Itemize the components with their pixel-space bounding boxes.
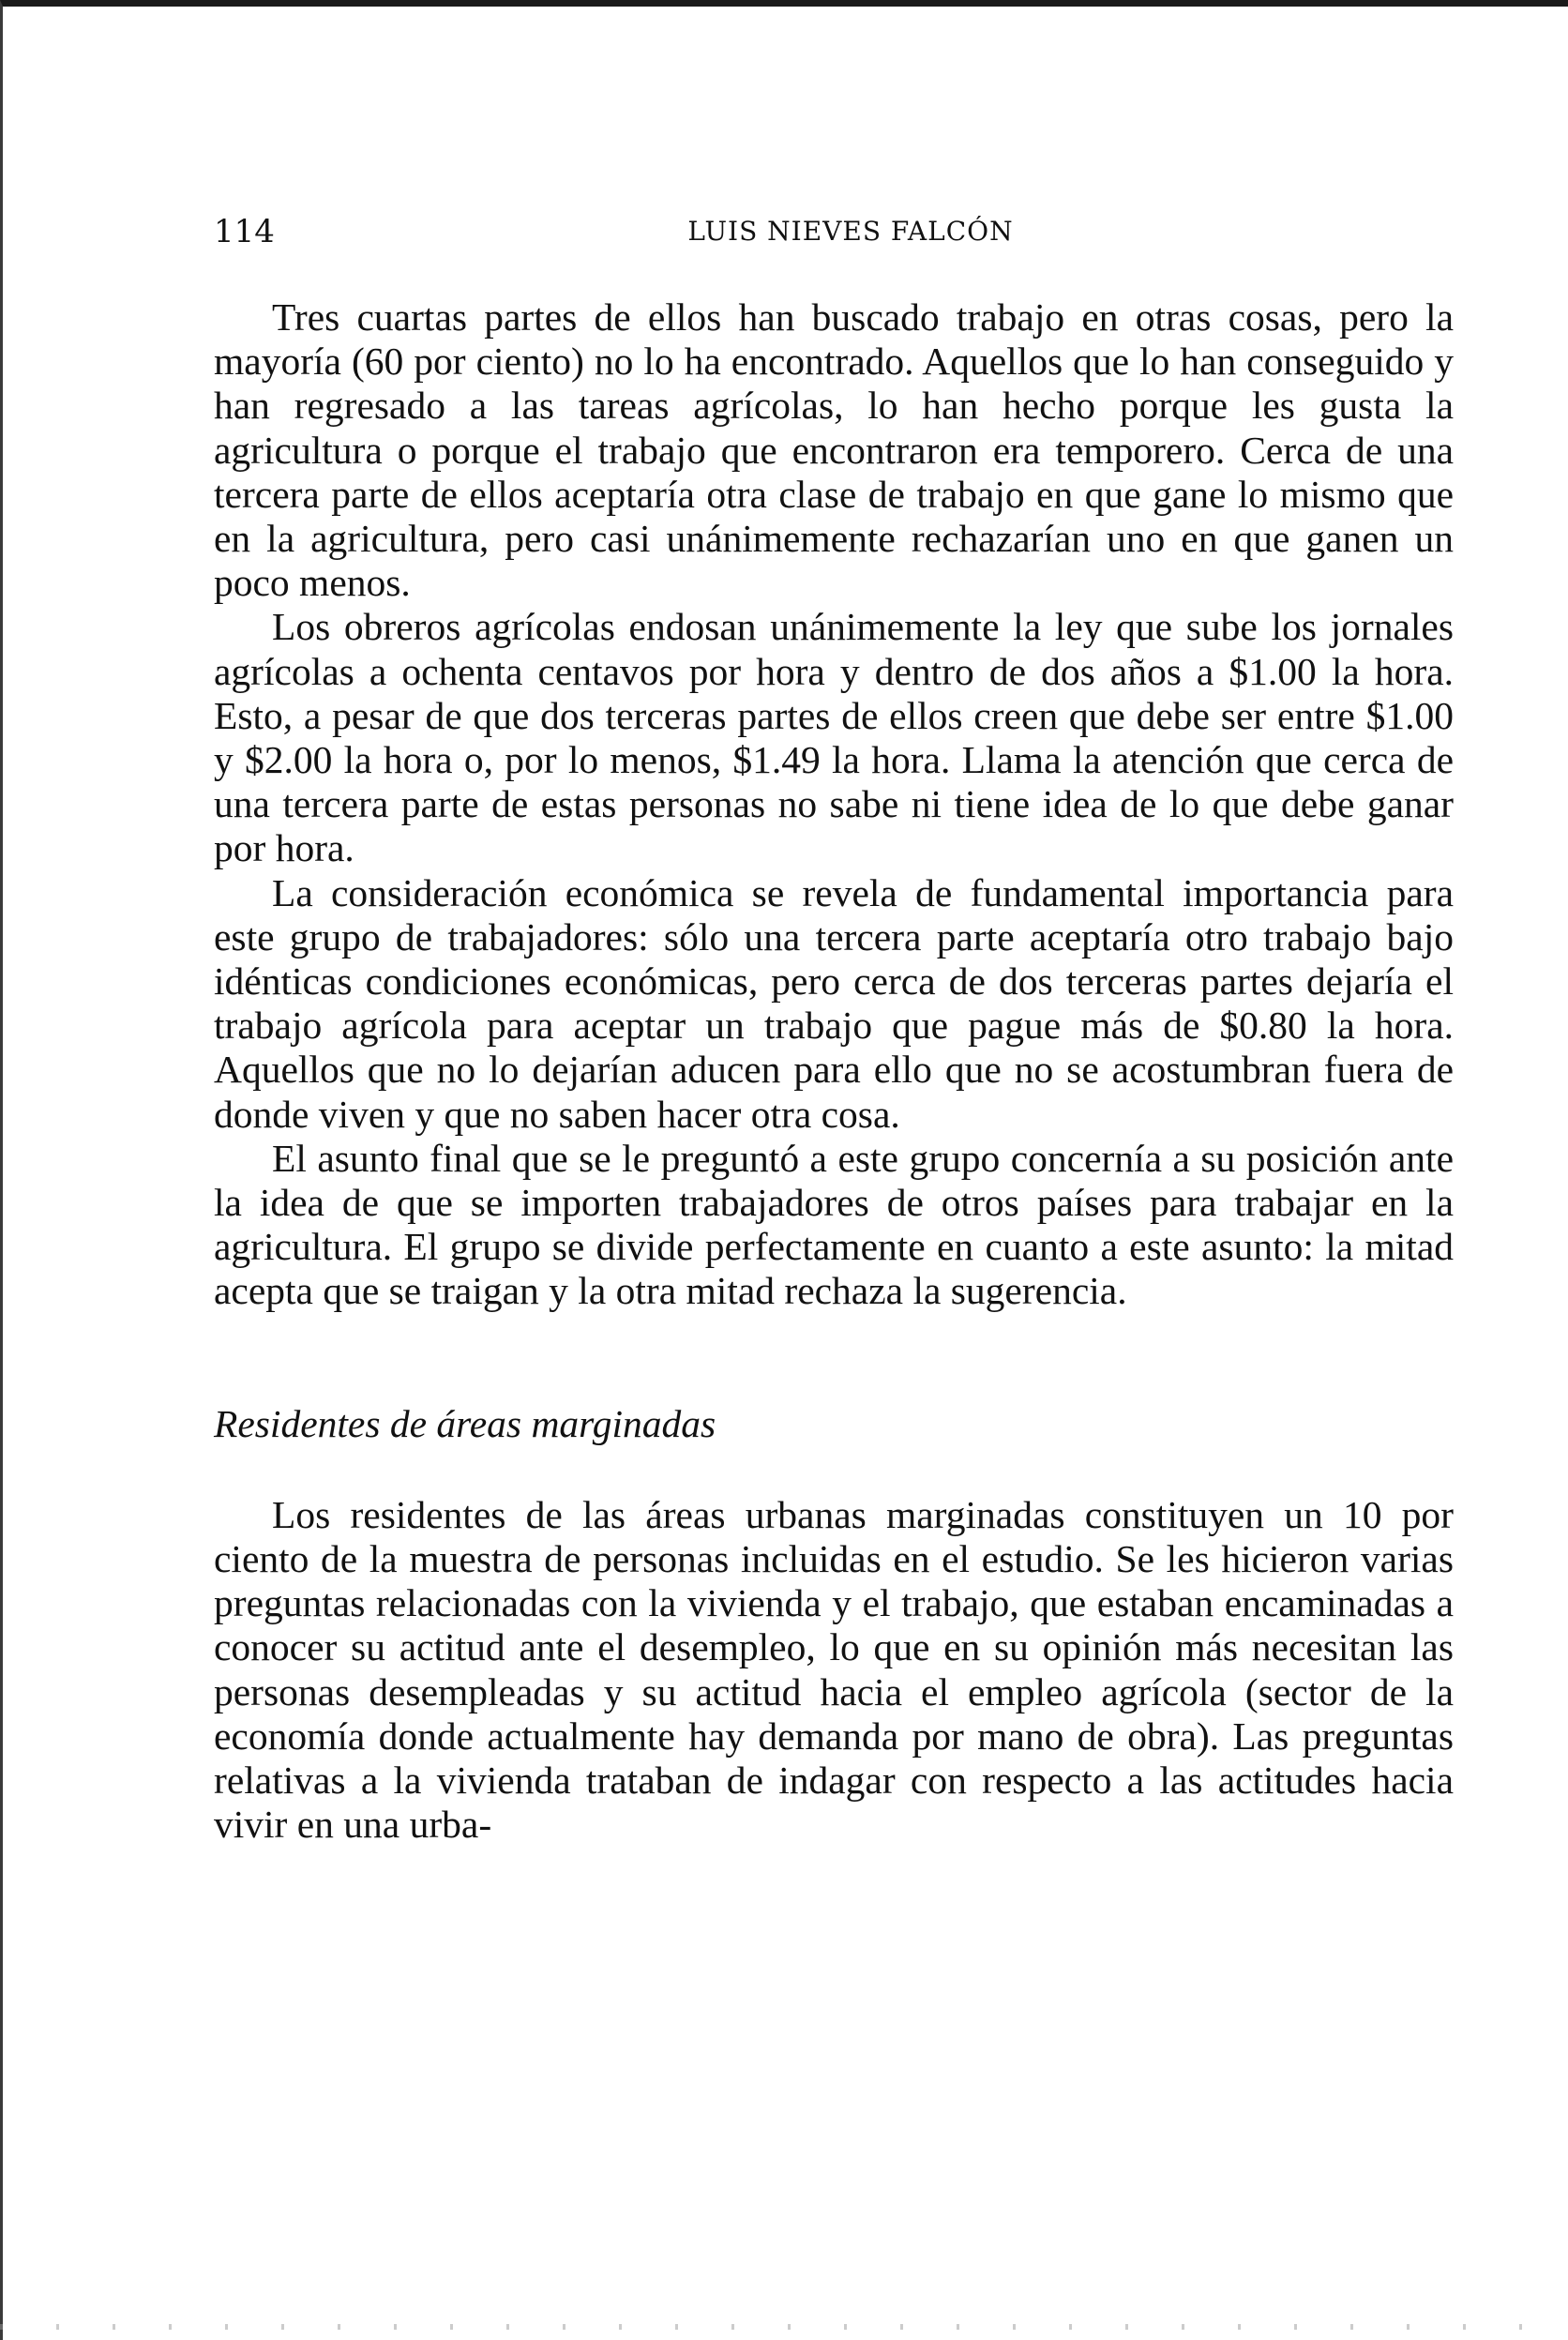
body-text	[214, 295, 1454, 1848]
page-number: 114	[214, 213, 275, 250]
paragraph-4: El asunto final que se le preguntó a este grupo concernía a su posición ante la idea de que se importen trabajadores de otros países para trabajar en la agricultura. El grupo se divide perfectamente en cuanto a este asunto: la mitad acepta que se traigan y la otra mitad rechaza la sugerencia.	[214, 1136, 1454, 1313]
running-title: LUIS NIEVES FALCÓN	[687, 216, 1014, 247]
paragraph-3: La consideración económica se revela de fundamental importancia para este grupo de trabajadores: sólo una tercera parte aceptaría otro trabajo bajo idénticas condiciones económicas, pero cerca de dos terceras partes dejaría el trabajo agrícola para aceptar un trabajo que pague más de $0.80 la hora. Aquellos que no lo dejarían aducen para ello que no se acostumbran fuera de donde viven y que no saben hacer otra cosa.	[214, 870, 1454, 1136]
section-paragraph-1: Los residentes de las áreas urbanas marginadas constituyen un 10 por ciento de la muestra de personas incluidas en el estudio. Se les hicieron varias preguntas relacionadas con la vivienda y el trabajo, que estaban encaminadas a conocer su actitud ante el desempleo, lo que en su opinión más necesitan las personas desempleadas y su actitud hacia el empleo agrícola (sector de la economía donde actualmente hay demanda por mano de obra). Las preguntas relativas a la vivienda trataban de indagar con respecto a las actitudes hacia vivir en una urba-	[214, 1492, 1454, 1847]
section-heading: Residentes de áreas marginadas	[214, 1401, 716, 1445]
running-head	[214, 208, 1450, 255]
paragraph-2: Los obreros agrícolas endosan unánimemente la ley que sube los jornales agrícolas a ochenta centavos por hora y dentro de dos años a $1.00 la hora. Esto, a pesar de que dos terceras partes de ellos creen que debe ser entre $1.00 y $2.00 la hora o, por lo menos, $1.49 la hora. Llama la atención que cerca de una tercera parte de estas personas no sabe ni tiene idea de lo que debe ganar por hora.	[214, 605, 1454, 870]
scan-edge-marks	[0, 2324, 1568, 2330]
paragraph-1: Tres cuartas partes de ellos han buscado trabajo en otras cosas, pero la mayoría (60 por ciento) no lo ha encontrado. Aquellos que lo han conseguido y han regresado a las tareas agrícolas, lo han hecho porque les gusta la agricultura o porque el trabajo que encontraron era temporero. Cerca de una tercera parte de ellos aceptaría otra clase de trabajo en que gane lo mismo que en la agricultura, pero casi unánimemente rechazarían uno en que ganen un poco menos.	[214, 295, 1454, 605]
